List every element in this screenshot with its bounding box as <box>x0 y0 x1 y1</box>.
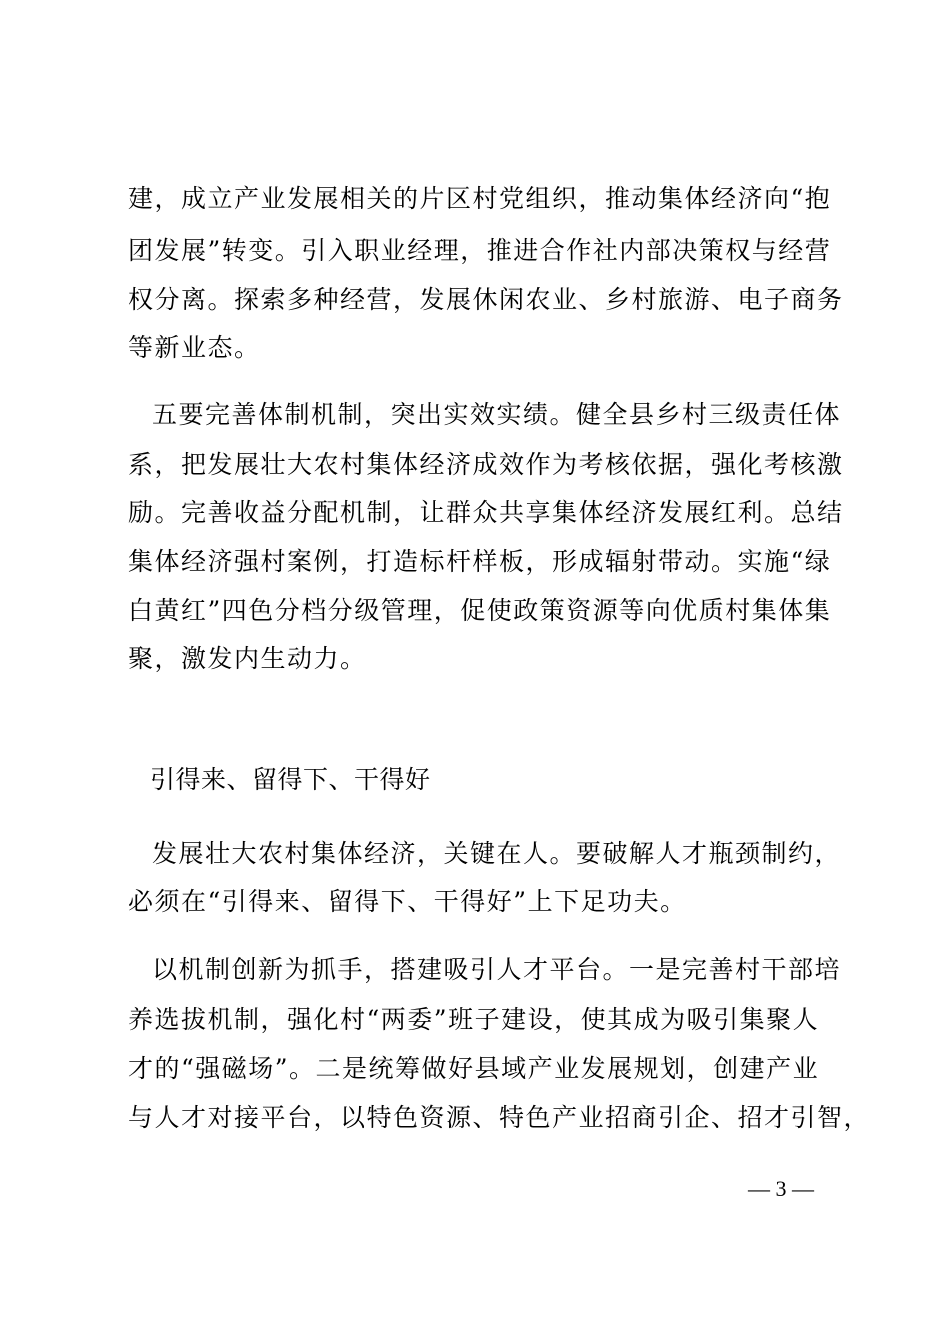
paragraph-3-line-1: 发展壮大农村集体经济，关键在人。要破解人才瓶颈制约， <box>152 839 842 868</box>
page-number: — 3 — <box>748 1176 814 1201</box>
paragraph-4-line-2: 养选拔机制，强化村“两委”班子建设，使其成为吸引集聚人 <box>128 1005 820 1034</box>
paragraph-1-line-4: 等新业态。 <box>128 333 261 362</box>
paragraph-2-line-3: 励。完善收益分配机制，让群众共享集体经济发展红利。总结 <box>128 498 844 527</box>
paragraph-1-line-2: 团发展”转变。引入职业经理，推进合作社内部决策权与经营 <box>128 236 832 265</box>
paragraph-4-line-1: 以机制创新为抓手，搭建吸引人才平台。一是完善村干部培 <box>152 955 842 984</box>
paragraph-4-line-3: 才的“强磁场”。二是统筹做好县域产业发展规划，创建产业 <box>128 1054 820 1083</box>
section-heading: 引得来、留得下、干得好 <box>150 765 431 794</box>
paragraph-3-line-2: 必须在“引得来、留得下、干得好”上下足功夫。 <box>128 887 687 916</box>
paragraph-2-line-5: 白黄红”四色分档分级管理，促使政策资源等向优质村集体集 <box>128 596 832 625</box>
paragraph-4-line-4: 与人才对接平台，以特色资源、特色产业招商引企、招才引智， <box>128 1103 871 1132</box>
paragraph-1-line-3: 权分离。探索多种经营，发展休闲农业、乡村旅游、电子商务 <box>128 285 844 314</box>
paragraph-2-line-1: 五要完善体制机制，突出实效实绩。健全县乡村三级责任体 <box>152 400 842 429</box>
paragraph-2-line-2: 系，把发展壮大农村集体经济成效作为考核依据，强化考核激 <box>128 450 844 479</box>
paragraph-2-line-4: 集体经济强村案例，打造标杆样板，形成辐射带动。实施“绿 <box>128 547 832 576</box>
paragraph-2-line-6: 聚，激发内生动力。 <box>128 644 367 673</box>
paragraph-1-line-1: 建，成立产业发展相关的片区村党组织，推动集体经济向“抱 <box>128 184 832 213</box>
